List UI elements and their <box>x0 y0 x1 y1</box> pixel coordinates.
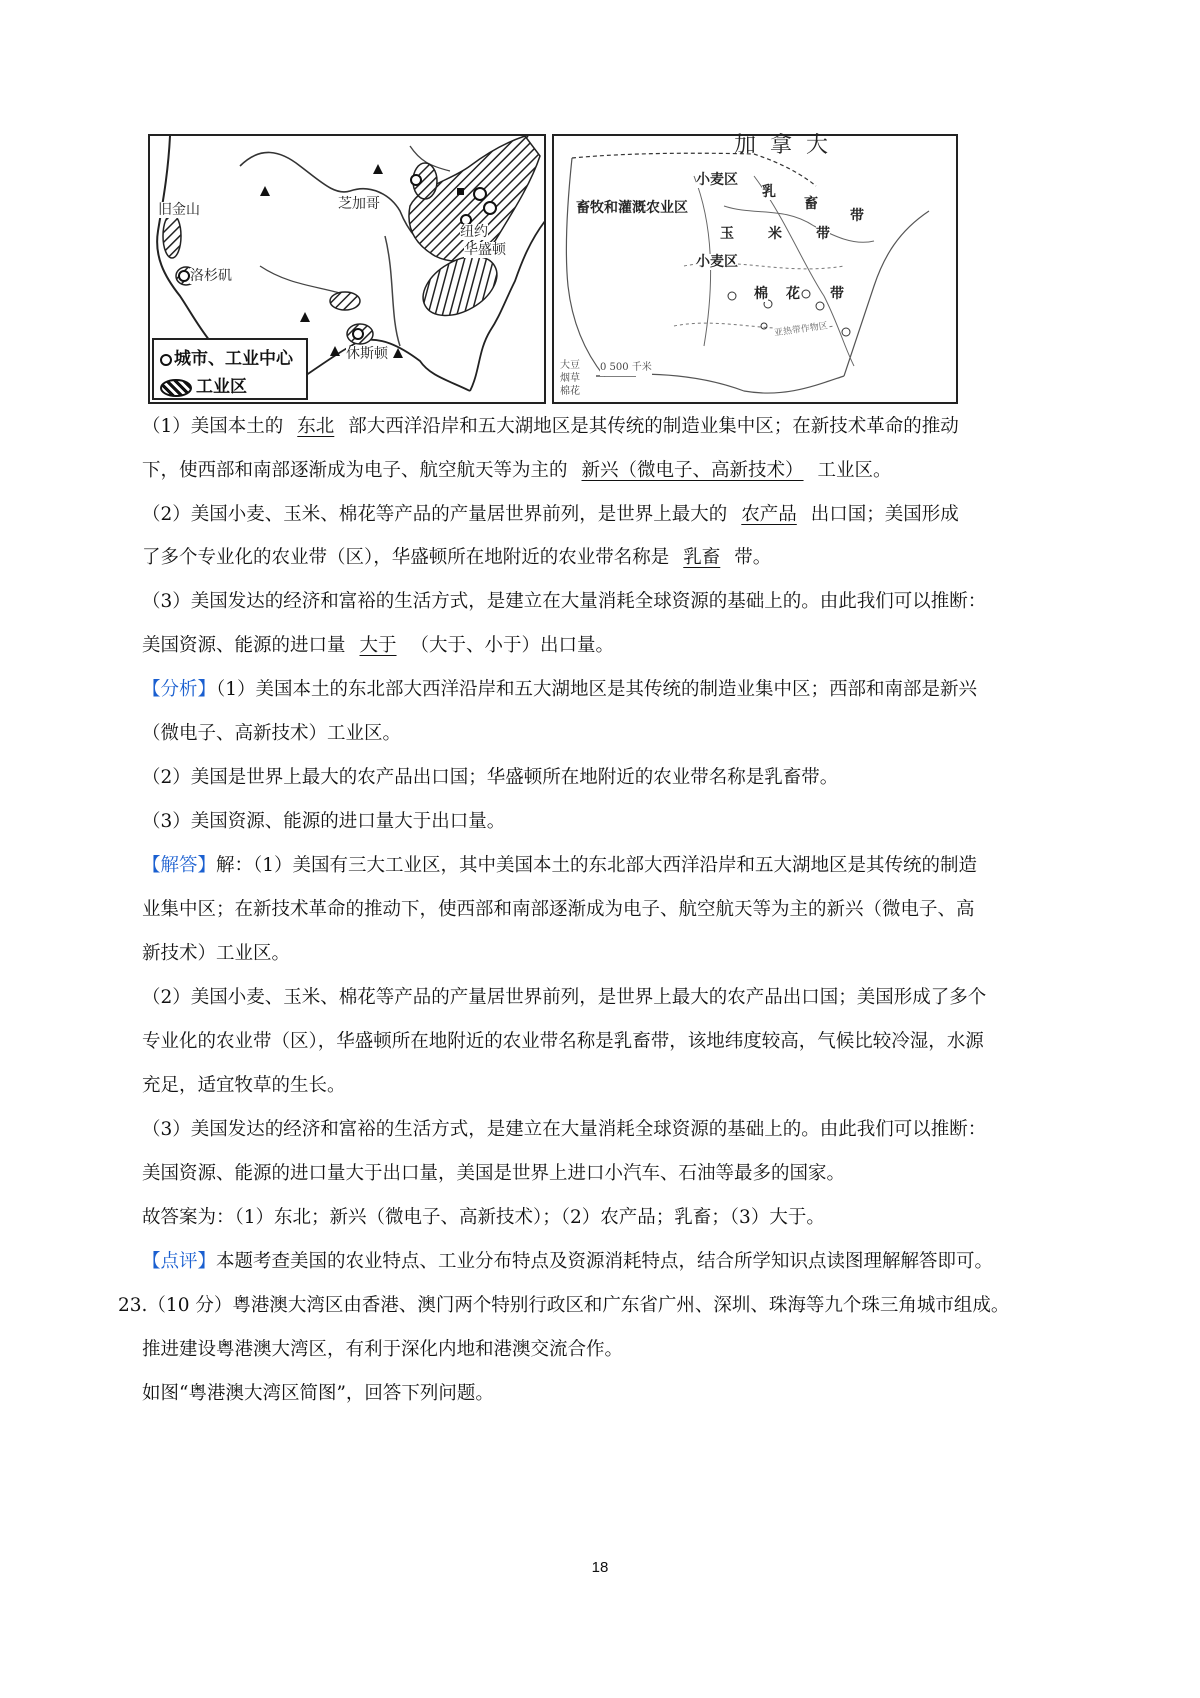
q3-answer: 大于 <box>359 635 397 656</box>
solution-line2: 业集中区；在新技术革命的推动下，使西部和南部逐渐成为电子、航空航天等为主的新兴（微电子、高 <box>142 899 975 920</box>
label-subtropical: 亚热带作物区 <box>773 318 829 341</box>
q23-line3: 如图“粤港澳大湾区简图”，回答下列问题。 <box>142 1383 494 1404</box>
q2-line2: 了多个专业化的农业带（区），华盛顿所在地附近的农业带名称是 乳畜 带。 <box>142 547 772 568</box>
hatch-zone-icon <box>160 379 192 397</box>
solution-tag: 【解答】 <box>142 855 217 876</box>
label-dairy-1: 乳 <box>762 184 776 200</box>
label-cotton-3: 带 <box>830 286 844 302</box>
legend-cotton: 棉花 <box>560 386 580 397</box>
label-corn-2: 米 <box>768 226 782 242</box>
q2-answer-2: 乳畜 <box>683 547 721 568</box>
label-chicago: 芝加哥 <box>338 196 380 212</box>
q3-line1: （3）美国发达的经济和富裕的生活方式，是建立在大量消耗全球资源的基础上的。由此我们可以推断： <box>142 591 987 612</box>
label-houston: 休斯顿 <box>346 346 388 362</box>
label-wheat-south: 小麦区 <box>696 254 738 270</box>
label-dairy-2: 畜 <box>804 196 818 212</box>
label-new-york: 纽约 <box>460 224 488 240</box>
legend-tobacco: 烟草 <box>560 373 580 384</box>
label-corn-3: 带 <box>816 226 830 242</box>
comment-line: 【点评】本题考查美国的农业特点、工业分布特点及资源消耗特点，结合所学知识点读图理解解答即可。 <box>142 1251 994 1272</box>
label-cotton-1: 棉 <box>754 286 768 302</box>
q23-line2: 推进建设粤港澳大湾区，有利于深化内地和港澳交流合作。 <box>142 1339 624 1360</box>
label-san-francisco: 旧金山 <box>158 202 200 218</box>
analysis-line2: （微电子、高新技术）工业区。 <box>142 723 402 744</box>
map-right-legend <box>560 359 580 398</box>
q2-line1: （2）美国小麦、玉米、棉花等产品的产量居世界前列，是世界上最大的 农产品 出口国；美国形成 <box>142 504 959 525</box>
q2-answer-1: 农产品 <box>741 504 797 525</box>
analysis-line4: （3）美国资源、能源的进口量大于出口量。 <box>142 811 506 832</box>
label-corn-1: 玉 <box>720 226 734 242</box>
us-agriculture-map <box>552 134 958 404</box>
legend-city: 城市、工业中心 <box>160 344 293 369</box>
label-dairy-3: 带 <box>850 208 864 224</box>
solution-line6: 充足，适宜牧草的生长。 <box>142 1075 346 1096</box>
q1-answer-2: 新兴（微电子、高新技术） <box>581 460 804 481</box>
analysis-line1: 【分析】（1）美国本土的东北部大西洋沿岸和五大湖地区是其传统的制造业集中区；西部和南部是新兴 <box>142 679 978 700</box>
q1-line2: 下，使西部和南部逐渐成为电子、航空航天等为主的 新兴（微电子、高新技术） 工业区。 <box>142 460 892 481</box>
solution-line1: 【解答】解：（1）美国有三大工业区，其中美国本土的东北部大西洋沿岸和五大湖地区是其传统的制造 <box>142 855 978 876</box>
label-cotton-2: 花 <box>786 286 800 302</box>
solution-line7: （3）美国发达的经济和富裕的生活方式，是建立在大量消耗全球资源的基础上的。由此我们可以推断： <box>142 1119 987 1140</box>
analysis-line3: （2）美国是世界上最大的农产品出口国；华盛顿所在地附近的农业带名称是乳畜带。 <box>142 767 839 788</box>
figure-maps <box>148 134 958 404</box>
q1-answer-1: 东北 <box>297 416 335 437</box>
legend-soy: 大豆 <box>560 360 580 371</box>
label-ranch-irrigation: 畜牧和灌溉农业区 <box>576 200 688 216</box>
map-legend <box>152 338 308 400</box>
scale-bar-label: 0 500 千米 <box>600 360 652 376</box>
solution-line8: 美国资源、能源的进口量大于出口量，美国是世界上进口小汽车、石油等最多的国家。 <box>142 1163 846 1184</box>
label-los-angeles: 洛杉矶 <box>190 268 232 284</box>
label-canada: 加拿大 <box>734 133 843 158</box>
city-circle-icon <box>160 354 172 366</box>
solution-answer: 故答案为：（1）东北；新兴（微电子、高新技术）；（2）农产品；乳畜；（3）大于。 <box>142 1207 825 1228</box>
us-industrial-map <box>148 134 546 404</box>
analysis-tag: 【分析】 <box>142 679 217 700</box>
label-washington: 华盛顿 <box>464 242 506 258</box>
page-number: 18 <box>591 1559 609 1576</box>
legend-industrial: 工业区 <box>160 372 247 397</box>
solution-line5: 专业化的农业带（区），华盛顿所在地附近的农业带名称是乳畜带，该地纬度较高，气候比较冷湿，水源 <box>142 1031 984 1052</box>
q23-line1: 23.（10 分）粤港澳大湾区由香港、澳门两个特别行政区和广东省广州、深圳、珠海等九个珠三角城市组成。 <box>118 1295 1010 1316</box>
comment-tag: 【点评】 <box>142 1251 217 1272</box>
label-wheat-north: 小麦区 <box>696 172 738 188</box>
q1-line1: （1）美国本土的 东北 部大西洋沿岸和五大湖地区是其传统的制造业集中区；在新技术革命的推动 <box>142 416 959 437</box>
q3-line2: 美国资源、能源的进口量 大于 （大于、小于）出口量。 <box>142 635 615 656</box>
solution-line3: 新技术）工业区。 <box>142 943 291 964</box>
solution-line4: （2）美国小麦、玉米、棉花等产品的产量居世界前列，是世界上最大的农产品出口国；美国形成了多个 <box>142 987 987 1008</box>
